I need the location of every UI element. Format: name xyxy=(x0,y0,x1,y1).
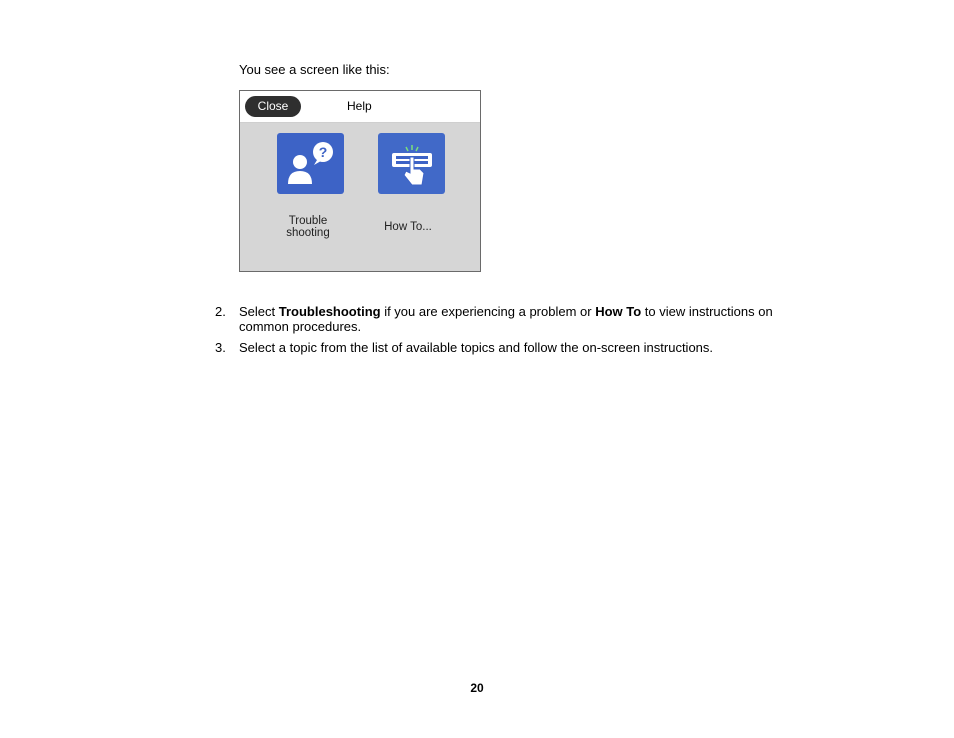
step-number: 2. xyxy=(215,304,226,319)
person-question-icon xyxy=(277,133,344,194)
printer-hand-icon xyxy=(378,133,445,194)
troubleshooting-term: Troubleshooting xyxy=(278,304,381,319)
how-to-tile[interactable] xyxy=(378,133,445,194)
how-to-term: How To xyxy=(595,304,642,319)
close-button[interactable]: Close xyxy=(245,96,301,117)
screen-title: Help xyxy=(347,99,372,113)
troubleshooting-tile[interactable] xyxy=(277,133,344,194)
how-to-label: How To... xyxy=(384,221,432,233)
step-text: Select a topic from the list of available topics and follow the on-screen instructions. xyxy=(239,340,714,355)
troubleshooting-label: Trouble shooting xyxy=(286,215,330,239)
step-number: 3. xyxy=(215,340,226,355)
svg-text:?: ? xyxy=(318,144,328,160)
step-text: Select Troubleshooting if you are experiencing a problem or How To to view instructions on common procedures. xyxy=(239,304,773,334)
screen-header xyxy=(240,91,480,123)
intro-text: You see a screen like this: xyxy=(239,62,390,77)
help-screen-image xyxy=(239,90,481,272)
page-number: 20 xyxy=(470,681,484,695)
